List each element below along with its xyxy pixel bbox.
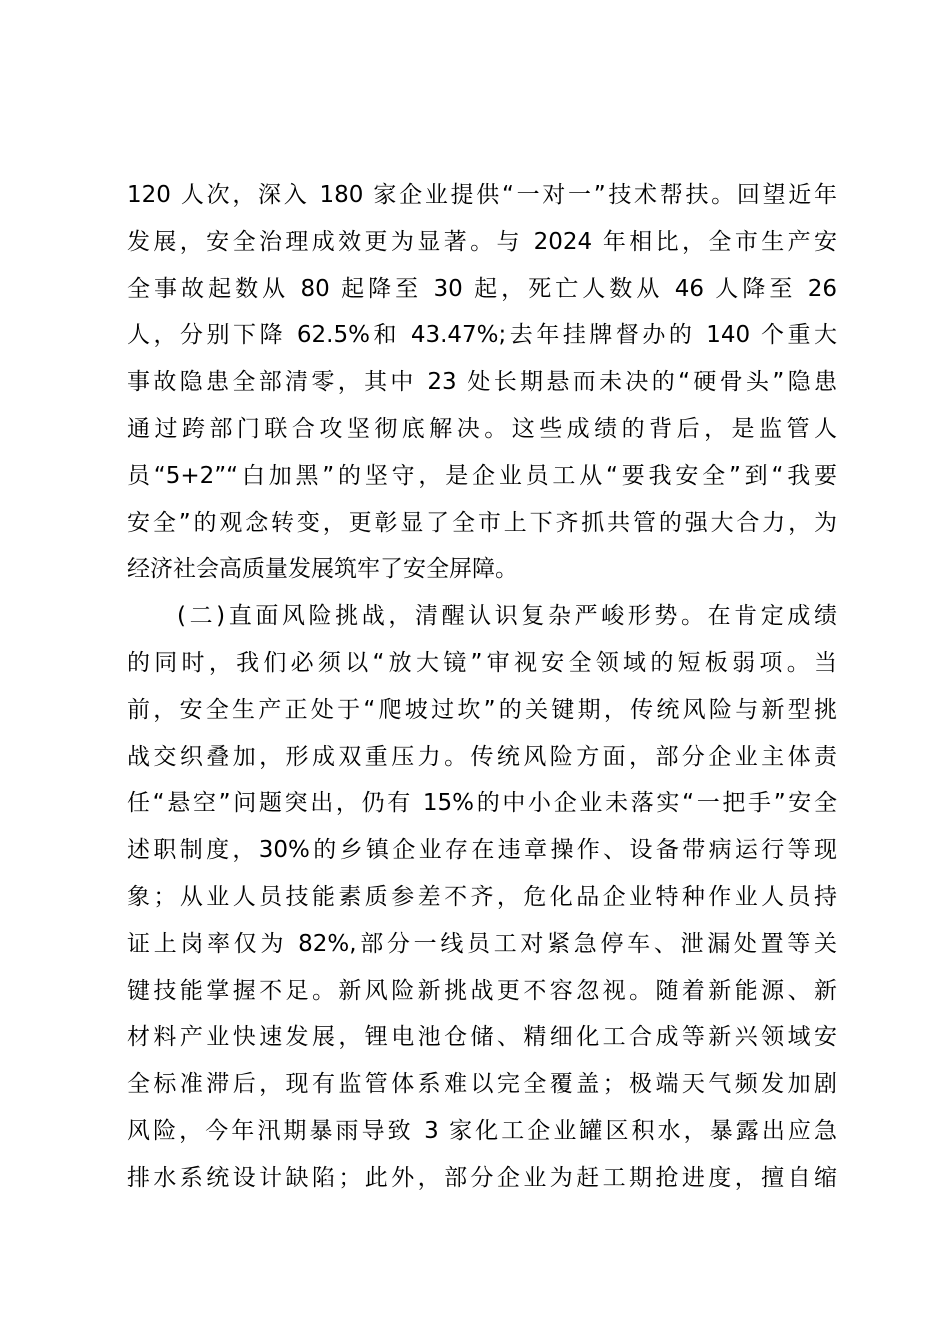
text-line: 述职制度，30%的乡镇企业存在违章操作、设备带病运行等现	[127, 837, 837, 864]
text-line: 全事故起数从 80 起降至 30 起，死亡人数从 46 人降至 26	[127, 275, 837, 302]
body-text	[127, 172, 837, 1202]
text-line-paragraph-end: 经济社会高质量发展筑牢了安全屏障。	[127, 556, 518, 583]
text-line: 象；从业人员技能素质参差不齐，危化品企业特种作业人员持	[127, 883, 837, 910]
text-line: 人，分别下降 62.5%和 43.47%;去年挂牌督办的 140 个重大	[127, 322, 837, 349]
text-line: 通过跨部门联合攻坚彻底解决。这些成绩的背后，是监管人	[127, 415, 837, 442]
text-line: 发展，安全治理成效更为显著。与 2024 年相比，全市生产安	[127, 228, 837, 255]
text-line: 全标准滞后，现有监管体系难以完全覆盖；极端天气频发加剧	[127, 1071, 837, 1098]
text-line: 事故隐患全部清零，其中 23 处长期悬而未决的“硬骨头”隐患	[127, 369, 837, 396]
text-line: 员“5+2”“白加黑”的坚守，是企业员工从“要我安全”到“我要	[127, 462, 837, 489]
text-line: 任“悬空”问题突出，仍有 15%的中小企业未落实“一把手”安全	[127, 790, 837, 817]
text-line: 120 人次，深入 180 家企业提供“一对一”技术帮扶。回望近年	[127, 182, 837, 208]
text-line: 战交织叠加，形成双重压力。传统风险方面，部分企业主体责	[127, 743, 837, 770]
text-line: 风险，今年汛期暴雨导致 3 家化工企业罐区积水，暴露出应急	[127, 1117, 837, 1144]
text-line: 键技能掌握不足。新风险新挑战更不容忽视。随着新能源、新	[127, 977, 837, 1004]
text-line: 排水系统设计缺陷；此外，部分企业为赶工期抢进度，擅自缩	[127, 1164, 837, 1191]
text-line: 安全”的观念转变，更彰显了全市上下齐抓共管的强大合力，为	[127, 509, 837, 536]
text-line: 证上岗率仅为 82%,部分一线员工对紧急停车、泄漏处置等关	[127, 930, 837, 957]
text-line: 材料产业快速发展，锂电池仓储、精细化工合成等新兴领域安	[127, 1024, 837, 1051]
text-line: 前，安全生产正处于“爬坡过坎”的关键期，传统风险与新型挑	[127, 696, 837, 723]
section-heading-line: (二)直面风险挑战，清醒认识复杂严峻形势。在肯定成绩	[177, 603, 837, 630]
text-line: 的同时，我们必须以“放大镜”审视安全领域的短板弱项。当	[127, 649, 837, 676]
